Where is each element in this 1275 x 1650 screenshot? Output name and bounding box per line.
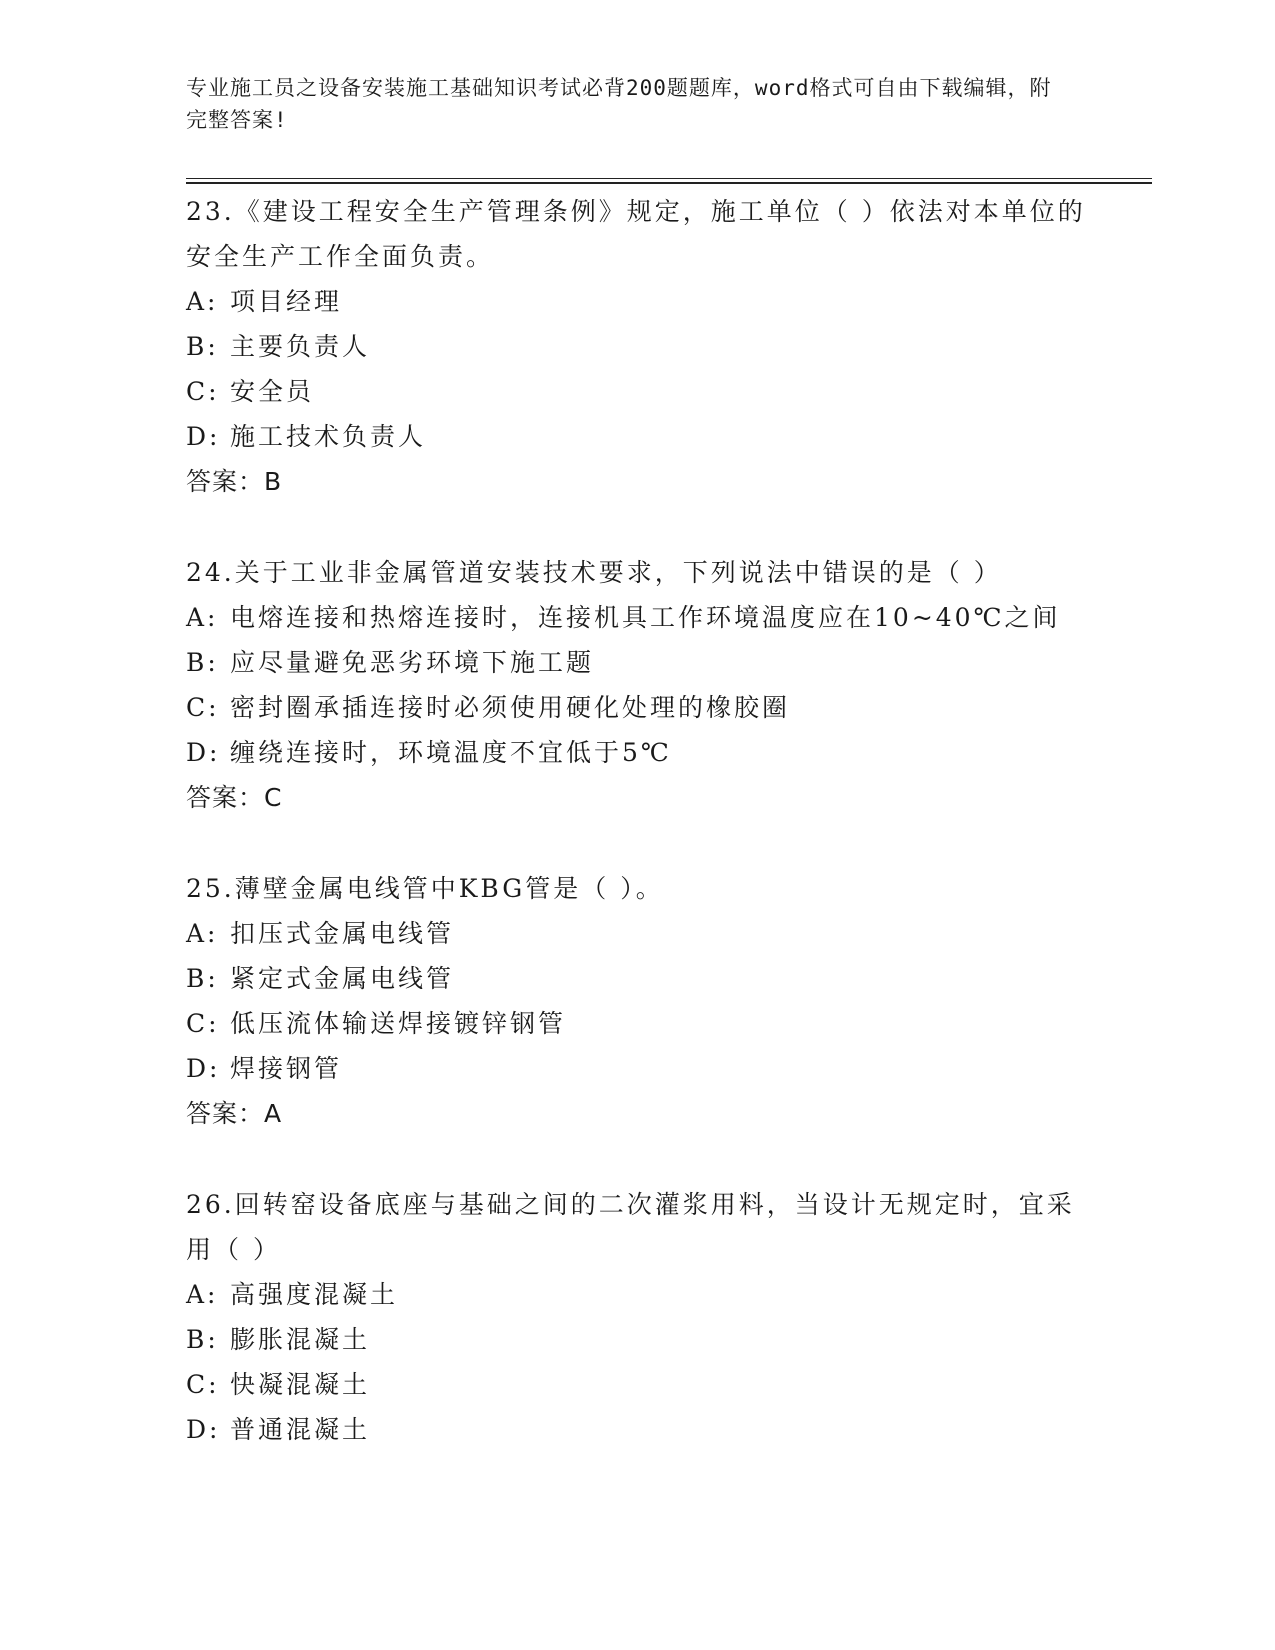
option-text: 焊接钢管 <box>230 1054 343 1083</box>
option-b <box>186 324 1086 369</box>
question-text: 23.《建设工程安全生产管理条例》规定，施工单位（ ）依法对本单位的安全生产工作全面负责。 <box>186 197 1086 271</box>
option-d <box>186 1046 1086 1091</box>
option-b <box>186 956 1086 1001</box>
option-b <box>186 1317 1086 1362</box>
question-text: 25.薄壁金属电线管中KBG管是（ ）。 <box>186 874 664 903</box>
option-letter: B: <box>186 648 219 677</box>
option-d <box>186 414 1086 459</box>
option-a <box>186 279 1086 324</box>
option-text: 快凝混凝土 <box>230 1370 371 1399</box>
option-b <box>186 640 1086 685</box>
option-letter: A: <box>186 287 219 316</box>
option-d <box>186 1407 1086 1452</box>
option-a <box>186 1272 1086 1317</box>
option-text: 主要负责人 <box>230 332 371 361</box>
option-text: 密封圈承插连接时必须使用硬化处理的橡胶圈 <box>230 693 791 722</box>
option-letter: C: <box>186 1009 220 1038</box>
document-header: 专业施工员之设备安装施工基础知识考试必背200题题库，word格式可自由下载编辑，附完整答案! <box>186 76 1052 132</box>
option-a <box>186 911 1086 956</box>
question-list <box>186 189 1086 1497</box>
option-text: 缠绕连接时，环境温度不宜低于5℃ <box>230 738 672 767</box>
option-letter: D: <box>186 1415 221 1444</box>
option-a <box>186 595 1086 640</box>
option-letter: A: <box>186 919 219 948</box>
option-text: 施工技术负责人 <box>230 422 427 451</box>
option-letter: D: <box>186 422 221 451</box>
option-letter: D: <box>186 738 221 767</box>
option-text: 膨胀混凝土 <box>230 1325 371 1354</box>
option-text: 扣压式金属电线管 <box>230 919 455 948</box>
question-25 <box>186 866 1086 1137</box>
option-letter: D: <box>186 1054 221 1083</box>
option-letter: A: <box>186 603 219 632</box>
option-d <box>186 730 1086 775</box>
question-text: 26.回转窑设备底座与基础之间的二次灌浆用料，当设计无规定时，宜采用（ ） <box>186 1190 1075 1264</box>
option-text: 高强度混凝土 <box>230 1280 399 1309</box>
option-letter: A: <box>186 1280 219 1309</box>
question-23 <box>186 189 1086 505</box>
option-c <box>186 685 1086 730</box>
option-text: 紧定式金属电线管 <box>230 964 455 993</box>
question-26 <box>186 1182 1086 1452</box>
option-text: 项目经理 <box>230 287 343 316</box>
header-divider-thin <box>186 178 1152 179</box>
option-letter: C: <box>186 1370 220 1399</box>
option-text: 低压流体输送焊接镀锌钢管 <box>230 1009 567 1038</box>
option-letter: B: <box>186 964 219 993</box>
question-24 <box>186 550 1086 821</box>
answer-label: 答案：C <box>186 783 283 812</box>
option-text: 应尽量避免恶劣环境下施工题 <box>230 648 595 677</box>
option-letter: C: <box>186 693 220 722</box>
header-divider-thick <box>186 182 1152 184</box>
option-letter: B: <box>186 1325 219 1354</box>
answer-label: 答案：B <box>186 467 283 496</box>
option-c <box>186 1001 1086 1046</box>
option-text: 普通混凝土 <box>230 1415 371 1444</box>
option-c <box>186 369 1086 414</box>
option-letter: C: <box>186 377 220 406</box>
option-c <box>186 1362 1086 1407</box>
answer-label: 答案：A <box>186 1099 283 1128</box>
option-text: 安全员 <box>230 377 315 406</box>
option-text: 电熔连接和热熔连接时，连接机具工作环境温度应在10~40℃之间 <box>230 603 1061 632</box>
option-letter: B: <box>186 332 219 361</box>
question-text: 24.关于工业非金属管道安装技术要求，下列说法中错误的是（ ） <box>186 558 1002 587</box>
